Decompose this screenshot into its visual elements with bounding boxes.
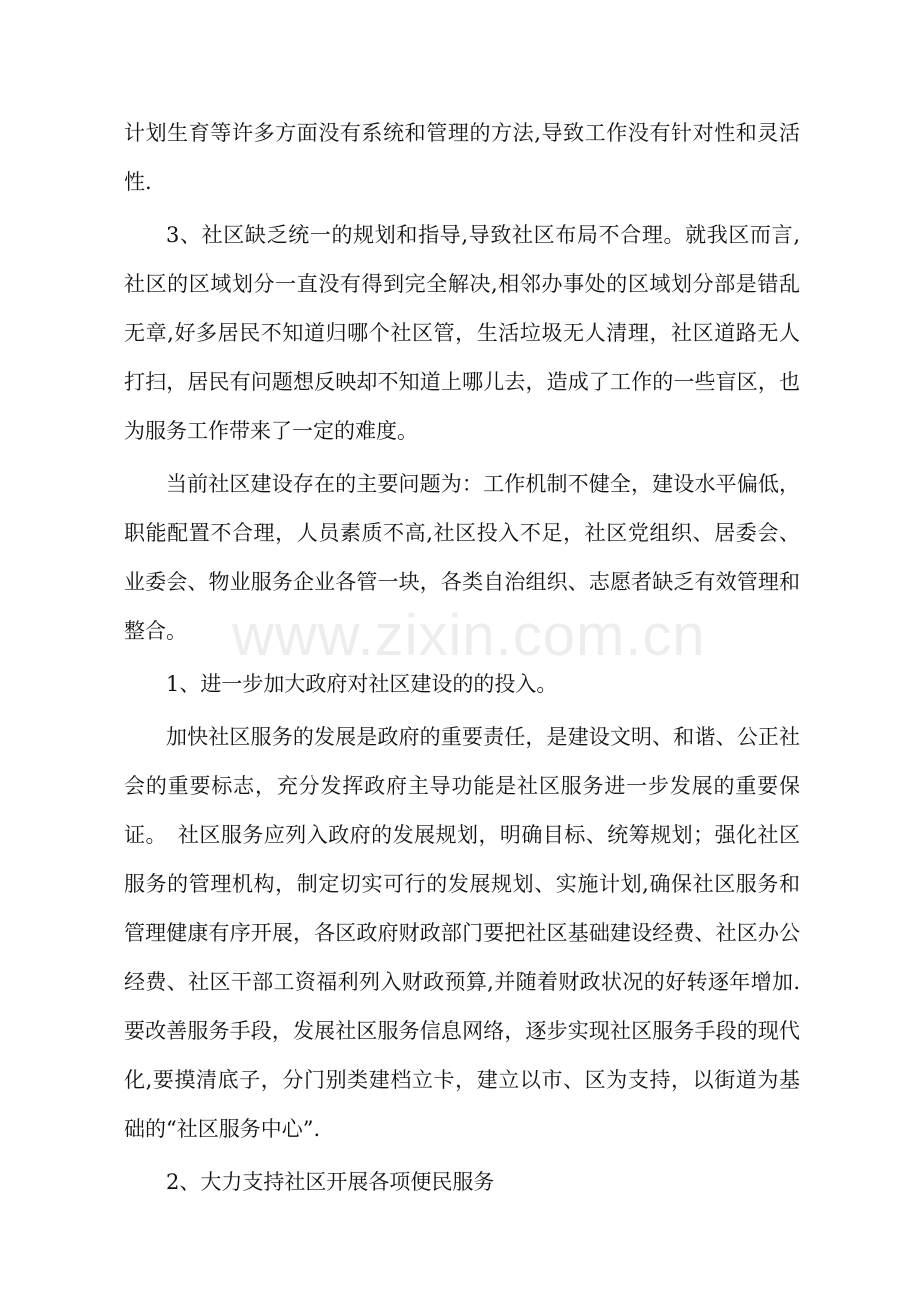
watermark: www.zixin.com.cn bbox=[232, 603, 706, 668]
paragraph-5: 加快社区服务的发展是政府的重要责任，是建设文明、和谐、公正社会的重要标志，充分发挥政府主导功能是社区服务进一步发展的重要保证。 社区服务应列入政府的发展规划，明确目标、统筹规划；强化社区服务的管理机构，制定切实可行的发展规划、实施计划,确保社区服务和管理健康有序开展，各区政府财政部门要把社区基础建设经费、社区办公经费、社区干部工资福利列入财政预算,并随着财政状况的好转逐年增加. 要改善服务手段，发展社区服务信息网络，逐步实现社区服务手段的现代化,要摸清底子，分门别类建档立卡，建立以市、区为支持，以街道为基础的“社区服务中心”. bbox=[124, 725, 821, 1141]
paragraph-1: 计划生育等许多方面没有系统和管理的方法,导致工作没有针对性和灵活性. bbox=[124, 121, 800, 194]
paragraph-4: 1、进一步加大政府对社区建设的的投入。 bbox=[166, 672, 558, 696]
paragraph-2: 3、社区缺乏统一的规划和指导,导致社区布局不合理。就我区而言,社区的区域划分一直没有得到完全解决,相邻办事处的区域划分部是错乱无章,好多居民不知道归哪个社区管，生活垃圾无人清理，社区道路无人打扫，居民有问题想反映却不知道上哪儿去，造成了工作的一些盲区，也为服务工作带来了一定的难度。 bbox=[124, 223, 800, 443]
paragraph-3: 当前社区建设存在的主要问题为：工作机制不健全，建设水平偏低，职能配置不合理，人员素质不高,社区投入不足，社区党组织、居委会、业委会、物业服务企业各管一块，各类自治组织、志愿者缺乏有效管理和整合。 bbox=[124, 472, 800, 643]
paragraph-6: 2、大力支持社区开展各项便民服务 bbox=[166, 1170, 495, 1194]
document-body bbox=[124, 109, 821, 1211]
